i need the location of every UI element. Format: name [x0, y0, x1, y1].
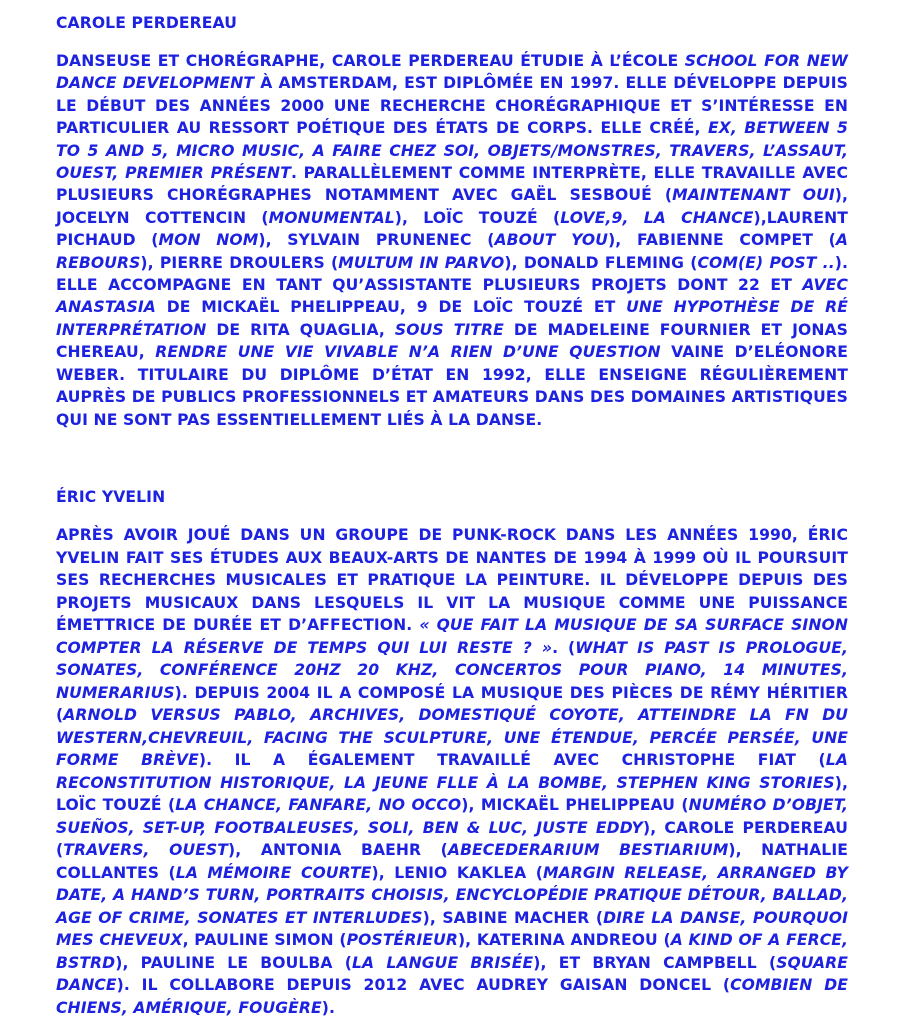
italic-title-text: UNE HYPOTHÈSE DE RÉ INTERPRÉTATION — [56, 298, 848, 339]
italic-title-text: A REBOURS — [56, 231, 848, 272]
italic-title-text: MAINTENANT OUI — [672, 186, 835, 205]
body-text: DE MICKAËL PHELIPPEAU, 9 DE LOÏC TOUZÉ ET — [155, 298, 627, 317]
body-text: ), NATHALIE COLLANTES ( — [56, 841, 848, 882]
italic-title-text: COM(E) POST .. — [697, 253, 835, 272]
body-text: . ( — [552, 638, 576, 657]
italic-title-text: « QUE FAIT LA MUSIQUE DE SA SURFACE SINON COMPTER LA RÉSERVE DE TEMPS QUI LUI RESTE ? » — [56, 616, 848, 657]
italic-title-text: LA RECONSTITUTION HISTORIQUE, LA JEUNE FLLE À LA BOMBE, STEPHEN KING STORIES — [56, 751, 848, 792]
italic-title-text: EX, BETWEEN 5 TO 5 AND 5, MICRO MUSIC, A FAIRE CHEZ SOI, OBJETS/MONSTRES, TRAVERS, L’ASSAUT, OUEST, PREMIER PRÉSENT — [56, 119, 848, 183]
italic-title-text: MONUMENTAL — [268, 208, 395, 227]
body-text: DANSEUSE ET CHORÉGRAPHE, CAROLE PERDEREAU ÉTUDIE À L’ÉCOLE — [56, 52, 685, 70]
body-text: ). IL A ÉGALEMENT TRAVAILLÉ AVEC CHRISTOPHE FIAT ( — [198, 751, 826, 769]
body-text: ). ELLE ACCOMPAGNE EN TANT QU’ASSISTANTE PLUSIEURS PROJETS DONT 22 ET — [56, 253, 848, 295]
italic-title-text: TRAVERS, OUEST — [63, 841, 229, 859]
italic-title-text: NUMÉRO D’OBJET, SUEÑOS, SET-UP, FOOTBALEUSES, SOLI, BEN & LUC, JUSTE EDDY — [56, 796, 848, 837]
bio-heading: ÉRIC YVELIN — [56, 488, 166, 506]
body-text: ), SABINE MACHER ( — [422, 908, 604, 927]
italic-title-text: RENDRE UNE VIE VIVABLE N’A RIEN D’UNE QUESTION — [155, 343, 661, 362]
body-text: ). DEPUIS 2004 IL A COMPOSÉ LA MUSIQUE DES PIÈCES DE RÉMY HÉRITIER ( — [56, 683, 848, 724]
body-text: ). IL COLLABORE DEPUIS 2012 AVEC AUDREY GAISAN DONCEL ( — [116, 976, 731, 994]
italic-title-text: COMBIEN DE CHIENS, AMÉRIQUE, FOUGÈRE — [56, 976, 848, 1017]
italic-title-text: SQUARE DANCE — [56, 953, 848, 994]
body-text: DE MADELEINE FOURNIER ET JONAS CHEREAU, — [56, 320, 849, 362]
body-text: ), CAROLE PERDEREAU ( — [56, 818, 848, 859]
bio-paragraph — [56, 50, 848, 431]
body-text: ), LENIO KAKLEA ( — [371, 863, 543, 882]
body-text: ), LOÏC TOUZÉ ( — [394, 208, 561, 227]
italic-title-text: ABECEDERARIUM BESTIARIUM — [447, 841, 729, 859]
italic-title-text: DIRE LA DANSE, POURQUOI MES CHEVEUX — [56, 908, 848, 949]
body-text: DE RITA QUAGLIA, — [206, 320, 395, 339]
body-text: ), ANTONIA BAEHR ( — [228, 841, 448, 859]
italic-title-text: AVEC ANASTASIA — [56, 276, 848, 317]
body-text: À AMSTERDAM, EST DIPLÔMÉE EN 1997. ELLE DÉVELOPPE DEPUIS LE DÉBUT DES ANNÉES 2000 UNE RECHERCHE CHORÉGRAPHIQUE ET S’INTÉRESSE EN PARTICULIER AU RESSORT POÉTIQUE DES ÉTATS DE CORPS. ELLE CRÉÉ, — [56, 74, 848, 138]
italic-title-text: LOVE,9, LA CHANCE — [560, 208, 754, 227]
bio-heading: CAROLE PERDEREAU — [56, 14, 237, 32]
italic-title-text: POSTÉRIEUR — [346, 931, 458, 949]
body-text: ), JOCELYN COTTENCIN ( — [56, 186, 848, 227]
body-text: ). — [321, 998, 336, 1017]
body-text: ), ET BRYAN CAMPBELL ( — [533, 953, 777, 972]
italic-title-text: MARGIN RELEASE, ARRANGED BY DATE, A HAND’S TURN, PORTRAITS CHOISIS, ENCYCLOPÉDIE PRATIQUE DÉTOUR, BALLAD, AGE OF CRIME, SONATES ET INTERLUDES — [56, 863, 848, 927]
body-text: ), DONALD FLEMING ( — [504, 253, 698, 272]
italic-title-text: A KIND OF A FERCE, BSTRD — [56, 931, 849, 972]
italic-title-text: MON NOM — [158, 231, 259, 250]
body-text: ), FABIENNE COMPET ( — [608, 231, 836, 250]
body-text: APRÈS AVOIR JOUÉ DANS UN GROUPE DE PUNK-ROCK DANS LES ANNÉES 1990, ÉRIC YVELIN FAIT SES ÉTUDES AUX BEAUX-ARTS DE NANTES DE 1994 À 1999 OÙ IL POURSUIT SES RECHERCHES MUSICALES ET PRATIQUE LA PEINTURE. IL DÉVELOPPE DEPUIS DES PROJETS MUSICAUX DANS LESQUELS IL VIT LA MUSIQUE COMME UNE PUISSANCE ÉMETTRICE DE DURÉE ET D’AFFECTION. — [56, 526, 848, 634]
body-text: . PARALLÈLEMENT COMME INTERPRÈTE, ELLE TRAVAILLE AVEC PLUSIEURS CHORÉGRAPHES NOTAMMENT AVEC GAËL SESBOUÉ ( — [56, 164, 848, 205]
body-text: ), PIERRE DROULERS ( — [140, 253, 339, 272]
bio-carole-perdereau — [56, 12, 848, 431]
italic-title-text: MULTUM IN PARVO — [338, 253, 505, 272]
italic-title-text: LA LANGUE BRISÉE — [352, 953, 534, 972]
body-text: ), LOÏC TOUZÉ ( — [56, 773, 848, 814]
body-text: ), MICKAËL PHELIPPEAU ( — [461, 796, 689, 814]
bio-paragraph — [56, 524, 848, 1019]
body-text: ), PAULINE LE BOULBA ( — [115, 953, 353, 972]
italic-title-text: ABOUT YOU — [494, 231, 609, 250]
body-text: , PAULINE SIMON ( — [182, 931, 347, 949]
italic-title-text: WHAT IS PAST IS PROLOGUE, SONATES, CONFÉRENCE 20HZ 20 KHZ, CONCERTOS POUR PIANO, 14 MINUTES, NUMERARIUS — [56, 638, 848, 702]
italic-title-text: SOUS TITRE — [394, 320, 504, 339]
italic-title-text: LA MÉMOIRE COURTE — [175, 863, 372, 882]
body-text: ), KATERINA ANDREOU ( — [457, 931, 671, 949]
italic-title-text: LA CHANCE, FANFARE, NO OCCO — [175, 796, 462, 814]
body-text: ), SYLVAIN PRUNENEC ( — [258, 231, 495, 250]
bio-eric-yvelin — [56, 486, 848, 1019]
italic-title-text: SCHOOL FOR NEW DANCE DEVELOPMENT — [56, 52, 848, 93]
body-text: VAINE D’ELÉONORE WEBER. TITULAIRE DU DIPLÔME D’ÉTAT EN 1992, ELLE ENSEIGNE RÉGULIÈREMENT AUPRÈS DE PUBLICS PROFESSIONNELS ET AMATEURS DANS DES DOMAINES ARTISTIQUES QUI NE SONT PAS ESSENTIELLEMENT LIÉS À LA DANSE. — [56, 343, 848, 429]
italic-title-text: ARNOLD VERSUS PABLO, ARCHIVES, DOMESTIQUÉ COYOTE, ATTEINDRE LA FN DU WESTERN,CHEVREUIL, FACING THE SCULPTURE, UNE ÉTENDUE, PERCÉE PERSÉE, UNE FORME BRÈVE — [56, 706, 848, 769]
body-text: ),LAURENT PICHAUD ( — [56, 208, 848, 250]
